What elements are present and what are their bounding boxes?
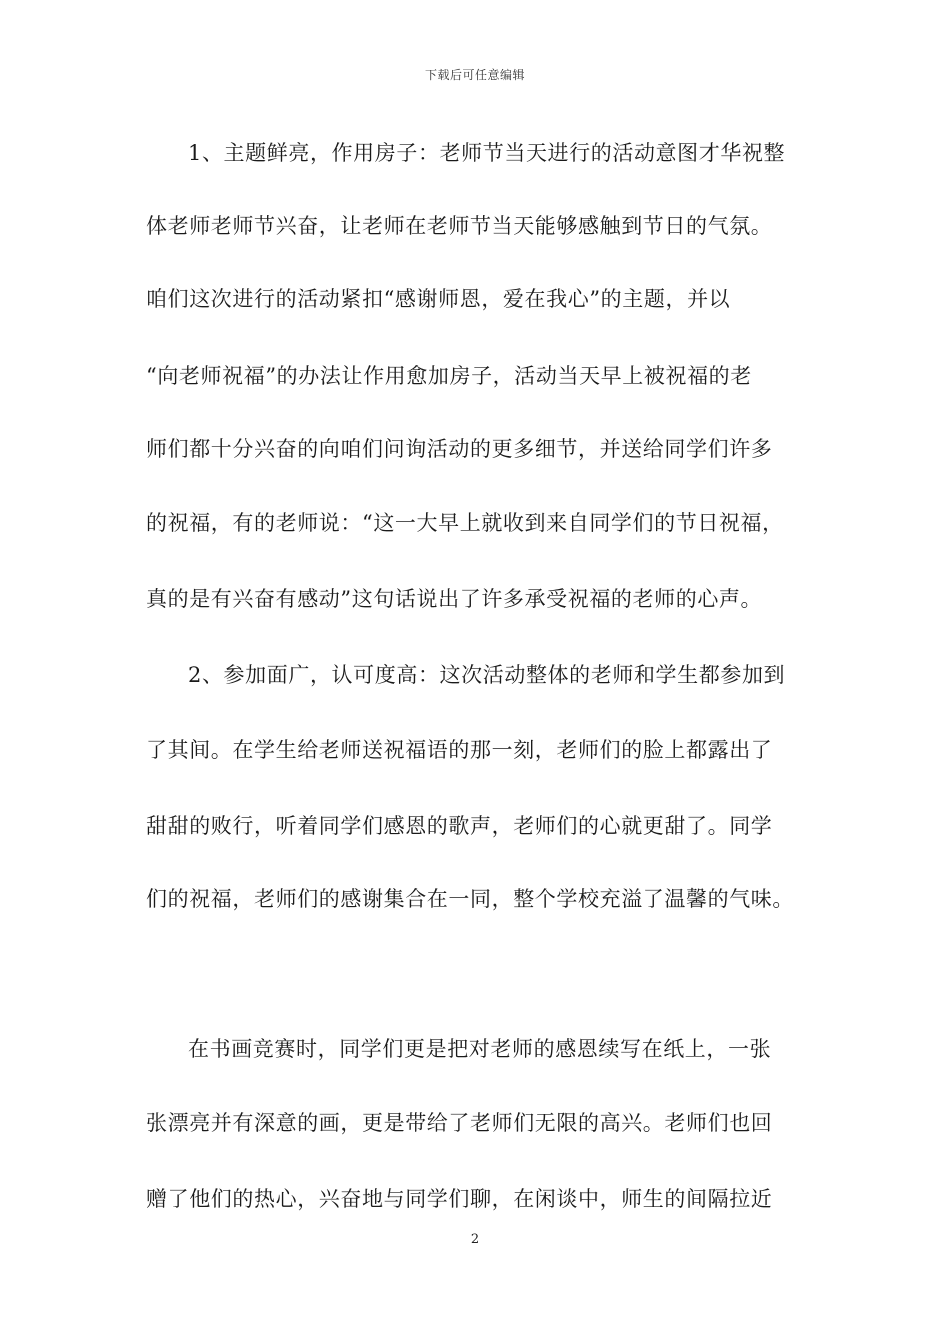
paragraph-line: 体老师老师节兴奋，让老师在老师节当天能够感触到节日的气氛。 <box>146 214 773 238</box>
paragraph-line: 1、主题鲜亮，作用房子：老师节当天进行的活动意图才华祝整 <box>188 141 786 165</box>
paragraph-line: 师们都十分兴奋的向咱们问询活动的更多细节，并送给同学们许多 <box>146 437 773 461</box>
paragraph-line: 了其间。在学生给老师送祝福语的那一刻，老师们的脸上都露出了 <box>146 738 773 762</box>
paragraph-line: 张漂亮并有深意的画，更是带给了老师们无限的高兴。老师们也回 <box>146 1111 773 1135</box>
paragraph-line: 真的是有兴奋有感动”这句话说出了许多承受祝福的老师的心声。 <box>146 587 763 611</box>
paragraph-line: 2、参加面广，认可度高：这次活动整体的老师和学生都参加到 <box>188 663 786 687</box>
header-note: 下载后可任意编辑 <box>424 68 525 82</box>
page-number: 2 <box>470 1232 480 1247</box>
paragraph-line: 的祝福，有的老师说：“这一大早上就收到来自同学们的节日祝福， <box>146 511 784 535</box>
paragraph-line: 在书画竞赛时，同学们更是把对老师的感恩续写在纸上，一张 <box>188 1037 772 1061</box>
paragraph-line: 咱们这次进行的活动紧扣“感谢师恩，爱在我心”的主题，并以 <box>146 287 731 311</box>
paragraph-line: 甜甜的败行，听着同学们感恩的歌声，老师们的心就更甜了。同学 <box>146 814 773 838</box>
paragraph-line: “向老师祝福”的办法让作用愈加房子，活动当天早上被祝福的老 <box>146 364 752 388</box>
paragraph-line: 赠了他们的热心，兴奋地与同学们聊，在闲谈中，师生的间隔拉近 <box>146 1187 773 1211</box>
paragraph-line: 们的祝福，老师们的感谢集合在一同，整个学校充溢了温馨的气味。 <box>146 887 794 911</box>
